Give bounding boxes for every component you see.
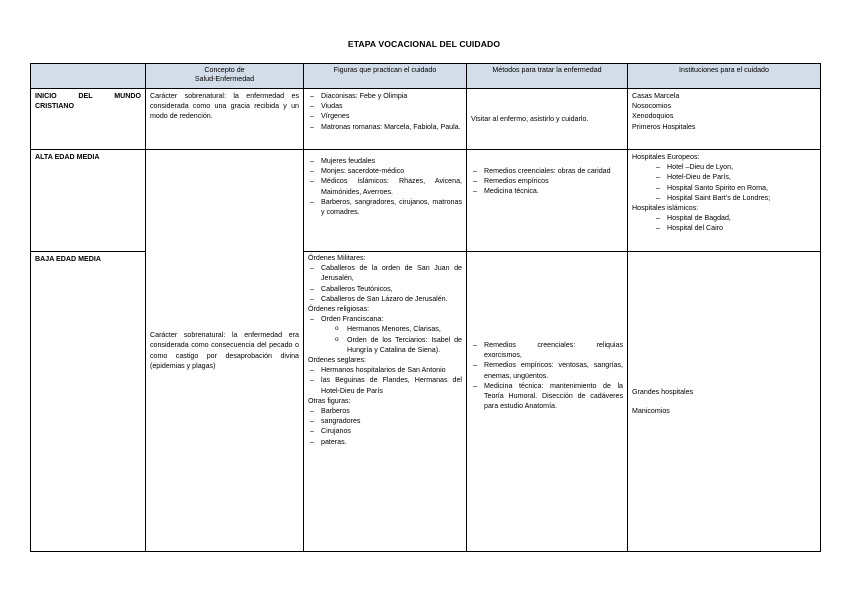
list-item: – Barberos (308, 406, 462, 416)
care-stages-table (30, 63, 821, 552)
document-title: ETAPA VOCACIONAL DEL CUIDADO (347, 39, 501, 49)
list-item: – Remedios empíricos: ventosas, sangrías, enemas, ungüentos. (471, 360, 623, 380)
franciscan-order-item (308, 314, 462, 355)
religious-orders-label: Órdenes religiosas: (308, 305, 370, 314)
list-item: – Médicos islámicos: Rhazes, Avicena, Maimónides, Averroes. (308, 176, 462, 196)
list-item: Casas Marcela (632, 92, 680, 100)
header-institutions: Instituciones para el cuidado (628, 64, 821, 89)
row-inicio (31, 89, 821, 150)
header-row (31, 64, 821, 89)
institutions-inicio (628, 89, 821, 150)
concept-inicio: Carácter sobrenatural: la enfermedad es considerada como una gracia recibida y un modo de redención. (146, 89, 304, 150)
other-figures-label: Otras figuras: (308, 396, 351, 405)
military-orders-label: Órdenes Militares: (308, 254, 366, 262)
list-item: – Hospital Santo Spirito en Roma, (632, 183, 816, 193)
franciscan-order-label: Orden Franciscana: (321, 315, 384, 324)
list-item: – Hospital de Bagdad, (632, 213, 816, 223)
methods-alta (467, 150, 628, 252)
list-item: – sangradores (308, 416, 462, 426)
methods-inicio: Visitar al enfermo, asistirlo y cuidarlo. (467, 89, 628, 150)
list-item: – pateras. (308, 437, 462, 447)
list-item: – Vírgenes (308, 111, 462, 121)
list-item: o Hermanos Menores, Clarisas, (321, 324, 462, 334)
list-item: – Hotel-Dieu de París, (632, 172, 816, 182)
list-item: – Barberos, sangradores, cirujanos, matronas y comadres. (308, 197, 462, 217)
figures-baja (304, 252, 467, 552)
figures-inicio (304, 89, 467, 150)
header-concept (146, 64, 304, 89)
list-item: – Caballeros de la orden de San Juan de Jerusalén, (308, 263, 462, 283)
institutions-alta (628, 150, 821, 252)
header-era (31, 64, 146, 89)
list-item: Xenodoquios (632, 112, 674, 121)
list-item: Nosocomios (632, 102, 672, 111)
header-concept-line-1: Concepto de (204, 66, 245, 74)
list-item: – Remedios creenciales: obras de caridad (471, 166, 623, 176)
list-item: – Mujeres feudales (308, 156, 462, 166)
list-item: – Medicina técnica: mantenimiento de la Teoría Humoral. Disección de cadáveres para estudio Anatomía. (471, 381, 623, 412)
list-item: – Medicina técnica. (471, 186, 623, 196)
list-item: o Orden de los Terciarios: Isabel de Hungría y Catalina de Siena). (321, 335, 462, 355)
concept-medieval: Carácter sobrenatural: la enfermedad era considerada como consecuencia del pecado o como castigo por desaprobación divina (epidemias y plagas) (146, 150, 304, 552)
institutions-baja (628, 252, 821, 552)
list-item: – Diaconisas: Febe y Olimpia (308, 91, 462, 101)
era-baja: BAJA EDAD MEDIA (31, 252, 146, 552)
list-item: Primeros Hospitales (632, 122, 696, 131)
list-item: Manicomios (632, 407, 670, 415)
era-alta: ALTA EDAD MEDIA (31, 150, 146, 252)
secular-orders-label: Ordenes seglares: (308, 356, 366, 365)
list-item: – Hospital del Cairo (632, 223, 816, 233)
header-figures: Figuras que practican el cuidado (304, 64, 467, 89)
list-item: – Viudas (308, 101, 462, 111)
list-item: – Caballeros Teutónicos, (308, 284, 462, 294)
list-item: – Hospital Saint Bart’s de Londres; (632, 193, 816, 203)
european-hospitals-label: Hospitales Europeos: (632, 153, 700, 161)
list-item: – Cirujanos (308, 426, 462, 436)
header-methods: Métodos para tratar la enfermedad (467, 64, 628, 89)
list-item: – las Beguinas de Flandes, Hermanas del Hotel-Dieu de París (308, 375, 462, 395)
list-item: – Monjes: sacerdote-médico (308, 166, 462, 176)
list-item: – Caballeros de San Lázaro de Jerusalén. (308, 294, 462, 304)
row-alta (31, 150, 821, 252)
list-item: – Remedios empíricos (471, 176, 623, 186)
list-item: – Remedios creenciales: reliquias exorcismos, (471, 340, 623, 360)
islamic-hospitals-label: Hospitales islámicos: (632, 204, 699, 213)
header-concept-line-2: Salud-Enfermedad (194, 75, 255, 83)
list-item: – Hotel –Dieu de Lyon, (632, 162, 816, 172)
list-item: – Matronas romanas: Marcela, Fabiola, Paula. (308, 122, 462, 132)
era-inicio: INICIO DEL MUNDO CRISTIANO (31, 89, 146, 150)
figures-alta (304, 150, 467, 252)
methods-baja (467, 252, 628, 552)
list-item: Grandes hospitales (632, 387, 694, 396)
list-item: – Hermanos hospitalarios de San Antonio (308, 365, 462, 375)
